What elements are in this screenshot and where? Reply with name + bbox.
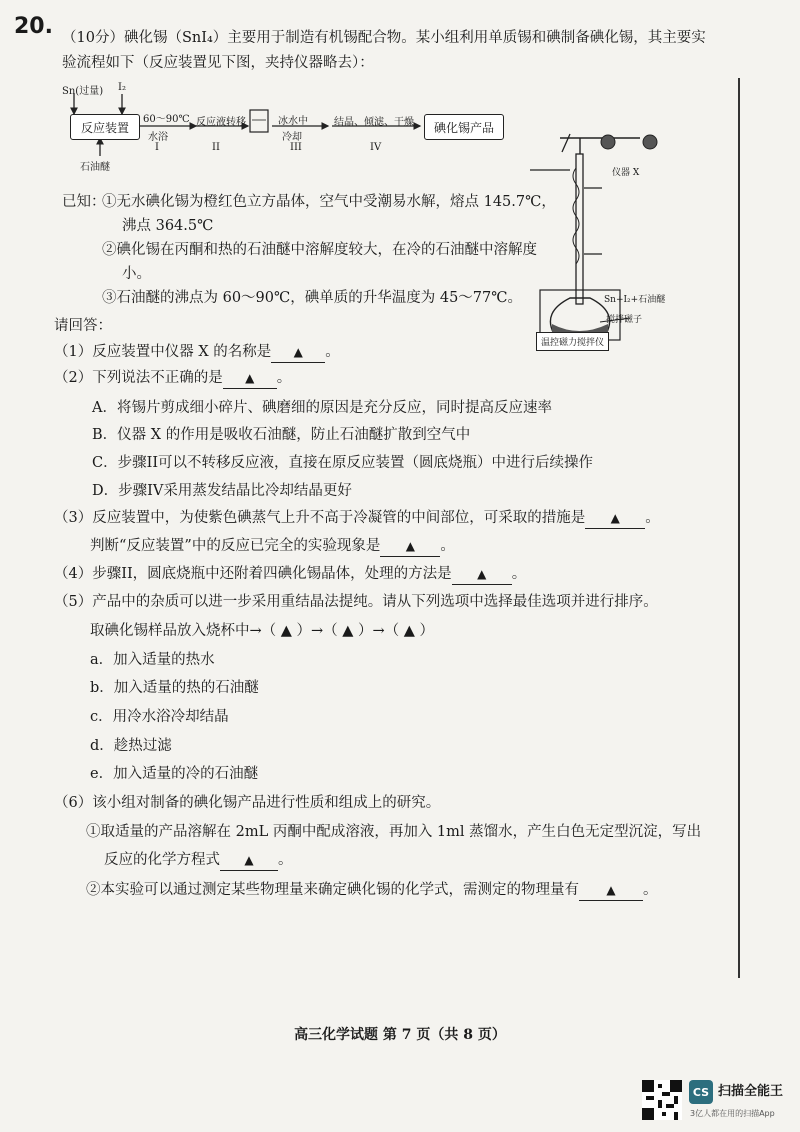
flow-step3-bottom: 冷却 (282, 132, 302, 143)
flow-box-product: 碘化锡产品 (424, 114, 504, 140)
q5-option-b: b．加入适量的热的石油醚 (90, 680, 259, 696)
q3-answer-blank-a[interactable] (585, 508, 645, 529)
flow-step1-bottom: 水浴 (148, 132, 168, 143)
page-footer: 高三化学试题 第 7 页（共 8 页） (294, 1027, 506, 1043)
apparatus-label-stirbar: 搅拌磁子 (606, 315, 643, 325)
intro-line-1: （10分）碘化锡（SnI₄）主要用于制造有机锡配合物。某小组利用单质锡和碘制备碘化锡，其主要实 (62, 30, 706, 46)
q2-text: （2）下列说法不正确的是 ▲ 。 (54, 368, 291, 389)
flow-step2-top: 反应液转移 (196, 117, 246, 128)
q3-answer-blank-b[interactable] (380, 536, 440, 557)
q6-part1-line-1: ①取适量的产品溶解在 2mL 丙酮中配成溶液，再加入 1ml 蒸馏水，产生白色无定型沉淀，写出 (86, 824, 702, 840)
scanner-title: 扫描全能王 (718, 1084, 784, 1099)
flow-input-ether: 石油醚 (80, 162, 110, 173)
intro-line-2: 验流程如下（反应装置见下图，夹持仪器略去）： (62, 55, 374, 71)
q1-text: （1）反应装置中仪器 X 的名称是 ▲ 。 (54, 342, 340, 363)
known-item2-b: 小。 (122, 266, 151, 282)
q6-part2-answer-blank[interactable] (579, 880, 643, 901)
flow-step4-num: IV (370, 142, 382, 153)
answer-prompt: 请回答： (54, 318, 112, 334)
q3-line-2: 判断“反应装置”中的反应已完全的实验现象是 ▲ 。 (90, 536, 455, 557)
known-item2-a: ②碘化锡在丙酮和热的石油醚中溶解度较大，在冷的石油醚中溶解度 (102, 242, 537, 258)
q5-option-e: e．加入适量的冷的石油醚 (90, 766, 259, 782)
q6-text: （6）该小组对制备的碘化锡产品进行性质和组成上的研究。 (54, 795, 441, 811)
q6-part1-label: 反应的化学方程式 (104, 852, 220, 868)
blank-marker: ▲ (244, 853, 254, 867)
q6-part2-label: ②本实验可以通过测定某些物理量来确定碘化锡的化学式，需测定的物理量有 (86, 882, 579, 898)
q2-answer-blank[interactable] (223, 368, 277, 389)
question-number: 20. (14, 14, 53, 39)
q6-part1-line-2: 反应的化学方程式 ▲ 。 (104, 850, 293, 871)
scanner-subtitle: 3亿人都在用的扫描App (690, 1109, 775, 1118)
q1-label: （1）反应装置中仪器 X 的名称是 (54, 344, 272, 360)
q6-part1-answer-blank[interactable] (220, 850, 278, 871)
known-item3: ③石油醚的沸点为 60～90℃，碘单质的升华温度为 45～77℃。 (102, 290, 522, 306)
q5-option-a: a．加入适量的热水 (90, 652, 215, 668)
blank-marker: ▲ (293, 345, 303, 359)
known-item1-b: 沸点 364.5℃ (122, 218, 214, 234)
q1-answer-blank[interactable] (271, 342, 325, 363)
qr-code-icon (642, 1080, 682, 1120)
margin-line (738, 78, 740, 978)
flow-box-reactor: 反应装置 (70, 114, 140, 140)
apparatus-label-stirrer: 温控磁力搅拌仪 (536, 332, 609, 351)
flow-step3-top: 冰水中 (278, 116, 308, 127)
flow-input-i2: I₂ (118, 82, 126, 93)
flow-step2-num: II (212, 142, 220, 153)
blank-marker: ▲ (606, 883, 616, 897)
blank-marker: ▲ (610, 511, 620, 525)
q3-label-a: （3）反应装置中，为使紫色碘蒸气上升不高于冷凝管的中间部位，可采取的措施是 (54, 510, 586, 526)
blank-marker: ▲ (477, 567, 487, 581)
flow-step1-num: I (155, 142, 159, 153)
flow-step4-top: 结晶、倾滤、干燥 (334, 117, 414, 128)
q2-option-d: D．步骤IV采用蒸发结晶比冷却结晶更好 (92, 483, 352, 499)
scanner-logo-icon: CS (689, 1080, 713, 1104)
q5-option-c: c．用冷水浴冷却结晶 (90, 709, 229, 725)
blank-marker: ▲ (405, 539, 415, 553)
q4-label: （4）步骤II，圆底烧瓶中还附着四碘化锡晶体，处理的方法是 (54, 566, 452, 582)
known-item1-a: ①无水碘化锡为橙红色立方晶体，空气中受潮易水解，熔点 145.7℃， (102, 194, 556, 210)
known-prefix: 已知： (62, 194, 106, 210)
q5-line-1: （5）产品中的杂质可以进一步采用重结晶法提纯。请从下列选项中选择最佳选项并进行排序。 (54, 594, 658, 610)
q4-text: （4）步骤II，圆底烧瓶中还附着四碘化锡晶体，处理的方法是 ▲ 。 (54, 564, 526, 585)
q2-option-a: A．将锡片剪成细小碎片、碘磨细的原因是充分反应，同时提高反应速率 (92, 400, 552, 416)
flow-step1-top: 60～90℃ (143, 114, 190, 125)
q4-answer-blank[interactable] (452, 564, 512, 585)
q2-label: （2）下列说法不正确的是 (54, 370, 223, 386)
blank-marker: ▲ (245, 371, 255, 385)
q2-option-c: C．步骤II可以不转移反应液，直接在原反应装置（圆底烧瓶）中进行后续操作 (92, 455, 594, 471)
apparatus-drawing (530, 128, 680, 348)
q5-line-2: 取碘化锡样品放入烧杯中→（ ▲ ）→（ ▲ ）→（ ▲ ） (90, 623, 435, 639)
q6-part2-line: ②本实验可以通过测定某些物理量来确定碘化锡的化学式，需测定的物理量有 ▲ 。 (86, 880, 658, 901)
flow-step3-num: III (290, 142, 302, 153)
q2-option-b: B．仪器 X 的作用是吸收石油醚，防止石油醚扩散到空气中 (92, 427, 471, 443)
q3-line-1: （3）反应装置中，为使紫色碘蒸气上升不高于冷凝管的中间部位，可采取的措施是 ▲ 。 (54, 508, 660, 529)
q5-option-d: d．趁热过滤 (90, 738, 172, 754)
apparatus-label-mixture: Sn+I₂+石油醚 (604, 295, 666, 305)
apparatus-label-x: 仪器 X (612, 168, 640, 178)
flow-input-sn: Sn(过量) (62, 86, 104, 97)
q3-label-b: 判断“反应装置”中的反应已完全的实验现象是 (90, 538, 381, 554)
